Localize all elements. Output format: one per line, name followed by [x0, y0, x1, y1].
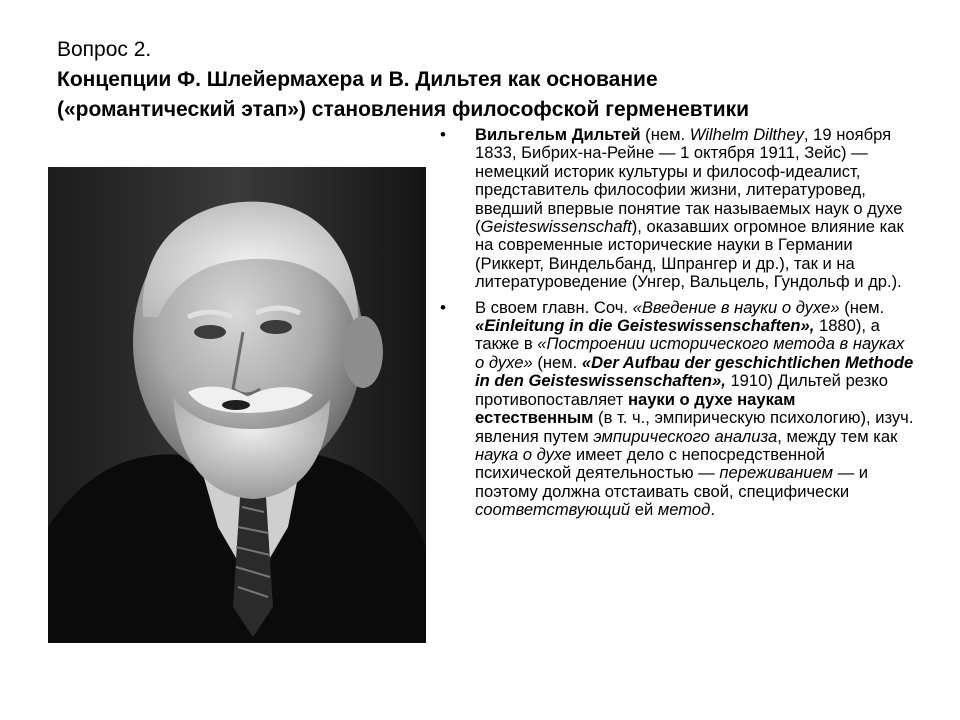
title-line-1: Концепции Ф. Шлейермахера и В. Дильтея как основание: [57, 68, 658, 91]
bullet-text-run: В своем главн. Соч.: [475, 297, 633, 317]
bullet-text-run: Вильгельм Дильтей: [475, 125, 641, 144]
bullet-text-run: переживанием: [719, 463, 833, 483]
question-label: Вопрос 2.: [57, 38, 152, 61]
bullet-text-run: Geisteswissenschaft: [480, 217, 632, 237]
bullet-text-run: (в т. ч., эмпирическую психологию), изуч. явления путем: [475, 408, 914, 446]
bullet-text-run: «Einleitung in die Geisteswissenschaften»,: [475, 316, 815, 336]
bullet-text-run: «Der Aufbau der geschichtlichen Methode in den Geisteswissenschaften»,: [475, 352, 914, 391]
title-line-2: («романтический этап») становления философской герменевтики: [57, 98, 750, 121]
bullet-text-run: , между тем как: [777, 426, 898, 446]
bullet-text-run: .: [710, 500, 715, 520]
bullet-text-run: наука о духе: [475, 444, 572, 464]
bullet-text-run: — и поэтому должна отстаивать свой, специфически: [475, 463, 869, 501]
bullet-text-run: ), оказавших огромное влияние как на современные исторические науки в Германии (Риккерт, Виндельбанд, Шпрангер и др.), так и на литературоведение (Унгер, Вальцель, Гундольф и др.).: [475, 217, 904, 292]
portrait-photo: [48, 167, 426, 643]
bullet-text-run: метод: [657, 500, 711, 520]
bullet-list: [440, 126, 915, 520]
bullet-text-run: 1880), а также в: [475, 316, 880, 354]
bullet-marker: •: [440, 125, 446, 144]
bullet-text-run: (нем.: [532, 352, 582, 372]
bullet-text-run: «Введение в науки о духе»: [632, 297, 840, 317]
bullet-marker: •: [440, 297, 446, 317]
bullet-text-run: Wilhelm Dilthey: [689, 125, 804, 144]
slide-content: [440, 126, 915, 527]
bullet-text-run: (нем.: [839, 297, 885, 317]
bullet-text-run: эмпирического анализа: [593, 426, 778, 446]
bullet-text-run: «Построении исторического метода в науках о духе»: [475, 334, 905, 372]
bullet-text-run: соответствующий: [475, 500, 631, 520]
portrait-image: [48, 167, 426, 643]
bullet-text-run: ей: [630, 500, 658, 520]
bullet-text-run: 1910) Дильтей резко противопоставляет: [475, 371, 888, 409]
bullet-item-dilthey-bio: [440, 126, 915, 292]
bullet-item-main-works: [440, 299, 915, 520]
slide-title: [57, 35, 927, 125]
bullet-text-run: имеет дело с непосредственной психической деятельностью —: [475, 444, 825, 483]
bullet-text-run: (нем.: [640, 125, 690, 144]
bullet-text-run: науки о духе наукам естественным: [475, 389, 796, 428]
bullet-text-run: , 19 ноября 1833, Бибрих-на-Рейне — 1 октября 1911, Зейс) — немецкий историк культуры и философ-идеалист, представитель философии жизни, литературовед, введший впервые понятие так называемых наук о духе (: [475, 125, 903, 237]
